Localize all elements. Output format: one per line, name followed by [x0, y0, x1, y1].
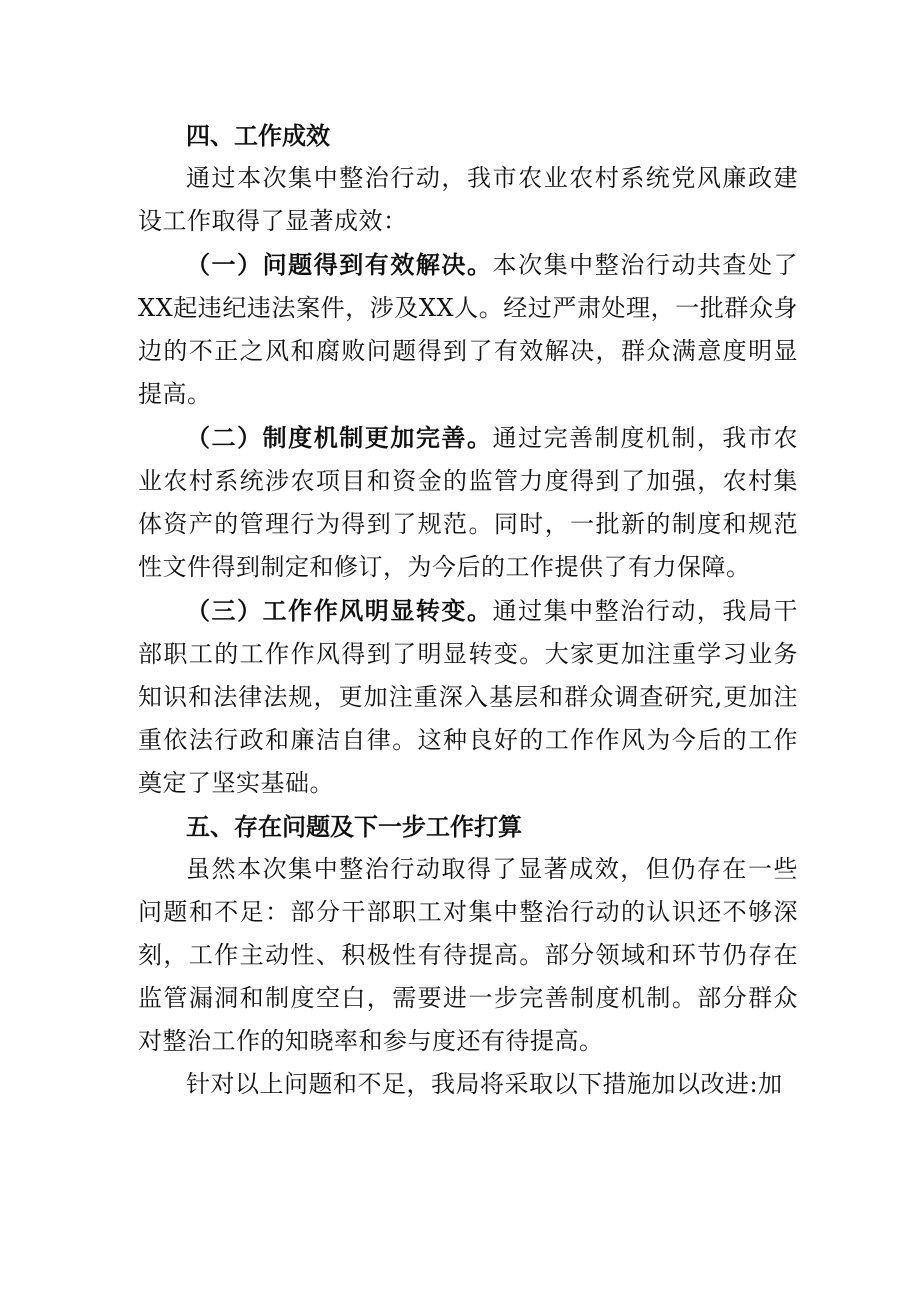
- results-intro-paragraph: 通过本次集中整治行动，我市农业农村系统党风廉政建设工作取得了显著成效：: [138, 164, 798, 235]
- result-item-3-lead: （三）工作作风明显转变。: [186, 596, 493, 625]
- result-item-2-body: 通过完善制度机制，我市农业农村系统涉农项目和资金的监管力度得到了加强，农村集体资产的管理行为得到了规范。同时，一批新的制度和规范性文件得到制定和修订，为今后的工作提供了有力保障。: [138, 424, 799, 581]
- result-item-3: [138, 589, 798, 805]
- result-item-1: [138, 243, 798, 416]
- problems-paragraph: 虽然本次集中整治行动取得了显著成效，但仍存在一些问题和不足：部分干部职工对集中整治行动的认识还不够深刻，工作主动性、积极性有待提高。部分领域和环节仍存在监管漏洞和制度空白，需要进一步完善制度机制。部分群众对整治工作的知晓率和参与度还有待提高。: [138, 855, 798, 1055]
- result-item-3-body: 通过集中整治行动，我局干部职工的工作作风得到了明显转变。大家更加注重学习业务知识和法律法规，更加注重深入基层和群众调查研究,更加注重依法行政和廉洁自律。这种良好的工作作风为今后的工作奠定了坚实基础。: [138, 597, 799, 797]
- result-item-1-lead: （一）问题得到有效解决。: [186, 250, 493, 279]
- result-item-1-body: 本次集中整治行动共查处了XX起违纪违法案件，涉及XX人。经过严肃处理，一批群众身边的不正之风和腐败问题得到了有效解决，群众满意度明显提高。: [138, 251, 799, 408]
- document-body: [138, 114, 798, 1106]
- result-item-2-lead: （二）制度机制更加完善。: [186, 423, 493, 452]
- result-item-2: [138, 416, 798, 589]
- measures-paragraph: 针对以上问题和不足，我局将采取以下措施加以改进:加: [186, 1070, 783, 1098]
- section-heading-problems: 五、存在问题及下一步工作打算: [186, 812, 522, 841]
- section-heading-results: 四、工作成效: [186, 121, 330, 150]
